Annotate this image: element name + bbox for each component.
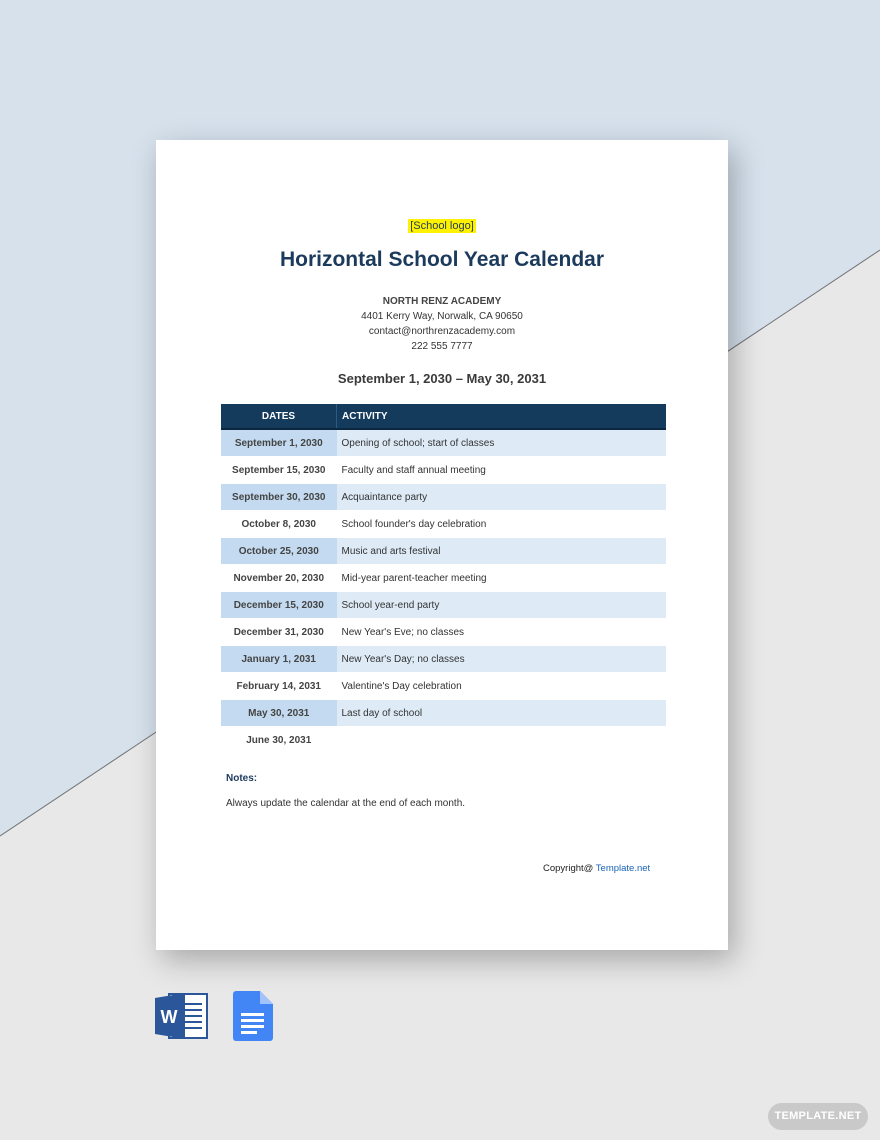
row-date: February 14, 2031	[221, 673, 337, 700]
table-row	[221, 646, 666, 673]
calendar-table	[221, 404, 666, 754]
row-activity	[337, 727, 667, 754]
row-date: November 20, 2030	[221, 565, 337, 592]
page-title: Horizontal School Year Calendar	[279, 248, 605, 271]
header-dates: DATES	[221, 404, 337, 429]
table-row	[221, 565, 666, 592]
row-date: May 30, 2031	[221, 700, 337, 727]
row-activity: Acquaintance party	[337, 484, 667, 511]
table-row	[221, 592, 666, 619]
copyright-line	[543, 863, 650, 874]
row-activity: Opening of school; start of classes	[337, 429, 667, 457]
google-docs-icon[interactable]	[232, 990, 274, 1042]
row-activity: School founder's day celebration	[337, 511, 667, 538]
table-row	[221, 429, 666, 457]
school-logo-placeholder: [School logo]	[410, 220, 474, 232]
notes-heading: Notes:	[226, 773, 258, 784]
school-email: contact@northrenzacademy.com	[368, 326, 516, 337]
table-row	[221, 727, 666, 754]
row-activity: Faculty and staff annual meeting	[337, 457, 667, 484]
row-activity: Mid-year parent-teacher meeting	[337, 565, 667, 592]
table-row	[221, 700, 666, 727]
header-activity: ACTIVITY	[337, 404, 667, 429]
table-row	[221, 511, 666, 538]
row-activity: New Year's Eve; no classes	[337, 619, 667, 646]
svg-text:W: W	[160, 1007, 178, 1027]
row-activity: Last day of school	[337, 700, 667, 727]
table-row	[221, 619, 666, 646]
row-date: October 8, 2030	[221, 511, 337, 538]
row-activity: Music and arts festival	[337, 538, 667, 565]
row-activity: School year-end party	[337, 592, 667, 619]
row-date: September 15, 2030	[221, 457, 337, 484]
row-date: January 1, 2031	[221, 646, 337, 673]
school-phone: 222 555 7777	[411, 341, 473, 352]
document-page	[156, 140, 728, 950]
row-activity: New Year's Day; no classes	[337, 646, 667, 673]
table-row	[221, 673, 666, 700]
row-date: December 31, 2030	[221, 619, 337, 646]
row-activity: Valentine's Day celebration	[337, 673, 667, 700]
table-row	[221, 457, 666, 484]
copyright-prefix: Copyright@	[543, 863, 596, 874]
table-row	[221, 538, 666, 565]
school-name: NORTH RENZ ACADEMY	[382, 296, 502, 307]
template-net-link[interactable]: Template.net	[595, 863, 651, 874]
table-header-row	[221, 404, 666, 429]
microsoft-word-icon[interactable]	[155, 990, 209, 1042]
school-address: 4401 Kerry Way, Norwalk, CA 90650	[361, 311, 523, 322]
notes-text: Always update the calendar at the end of each month.	[226, 798, 466, 809]
date-range: September 1, 2030 – May 30, 2031	[337, 371, 547, 386]
table-row	[221, 484, 666, 511]
row-date: September 1, 2030	[221, 429, 337, 457]
row-date: September 30, 2030	[221, 484, 337, 511]
row-date: June 30, 2031	[221, 727, 337, 754]
template-net-watermark-badge[interactable]: TEMPLATE.NET	[768, 1103, 868, 1130]
row-date: December 15, 2030	[221, 592, 337, 619]
row-date: October 25, 2030	[221, 538, 337, 565]
